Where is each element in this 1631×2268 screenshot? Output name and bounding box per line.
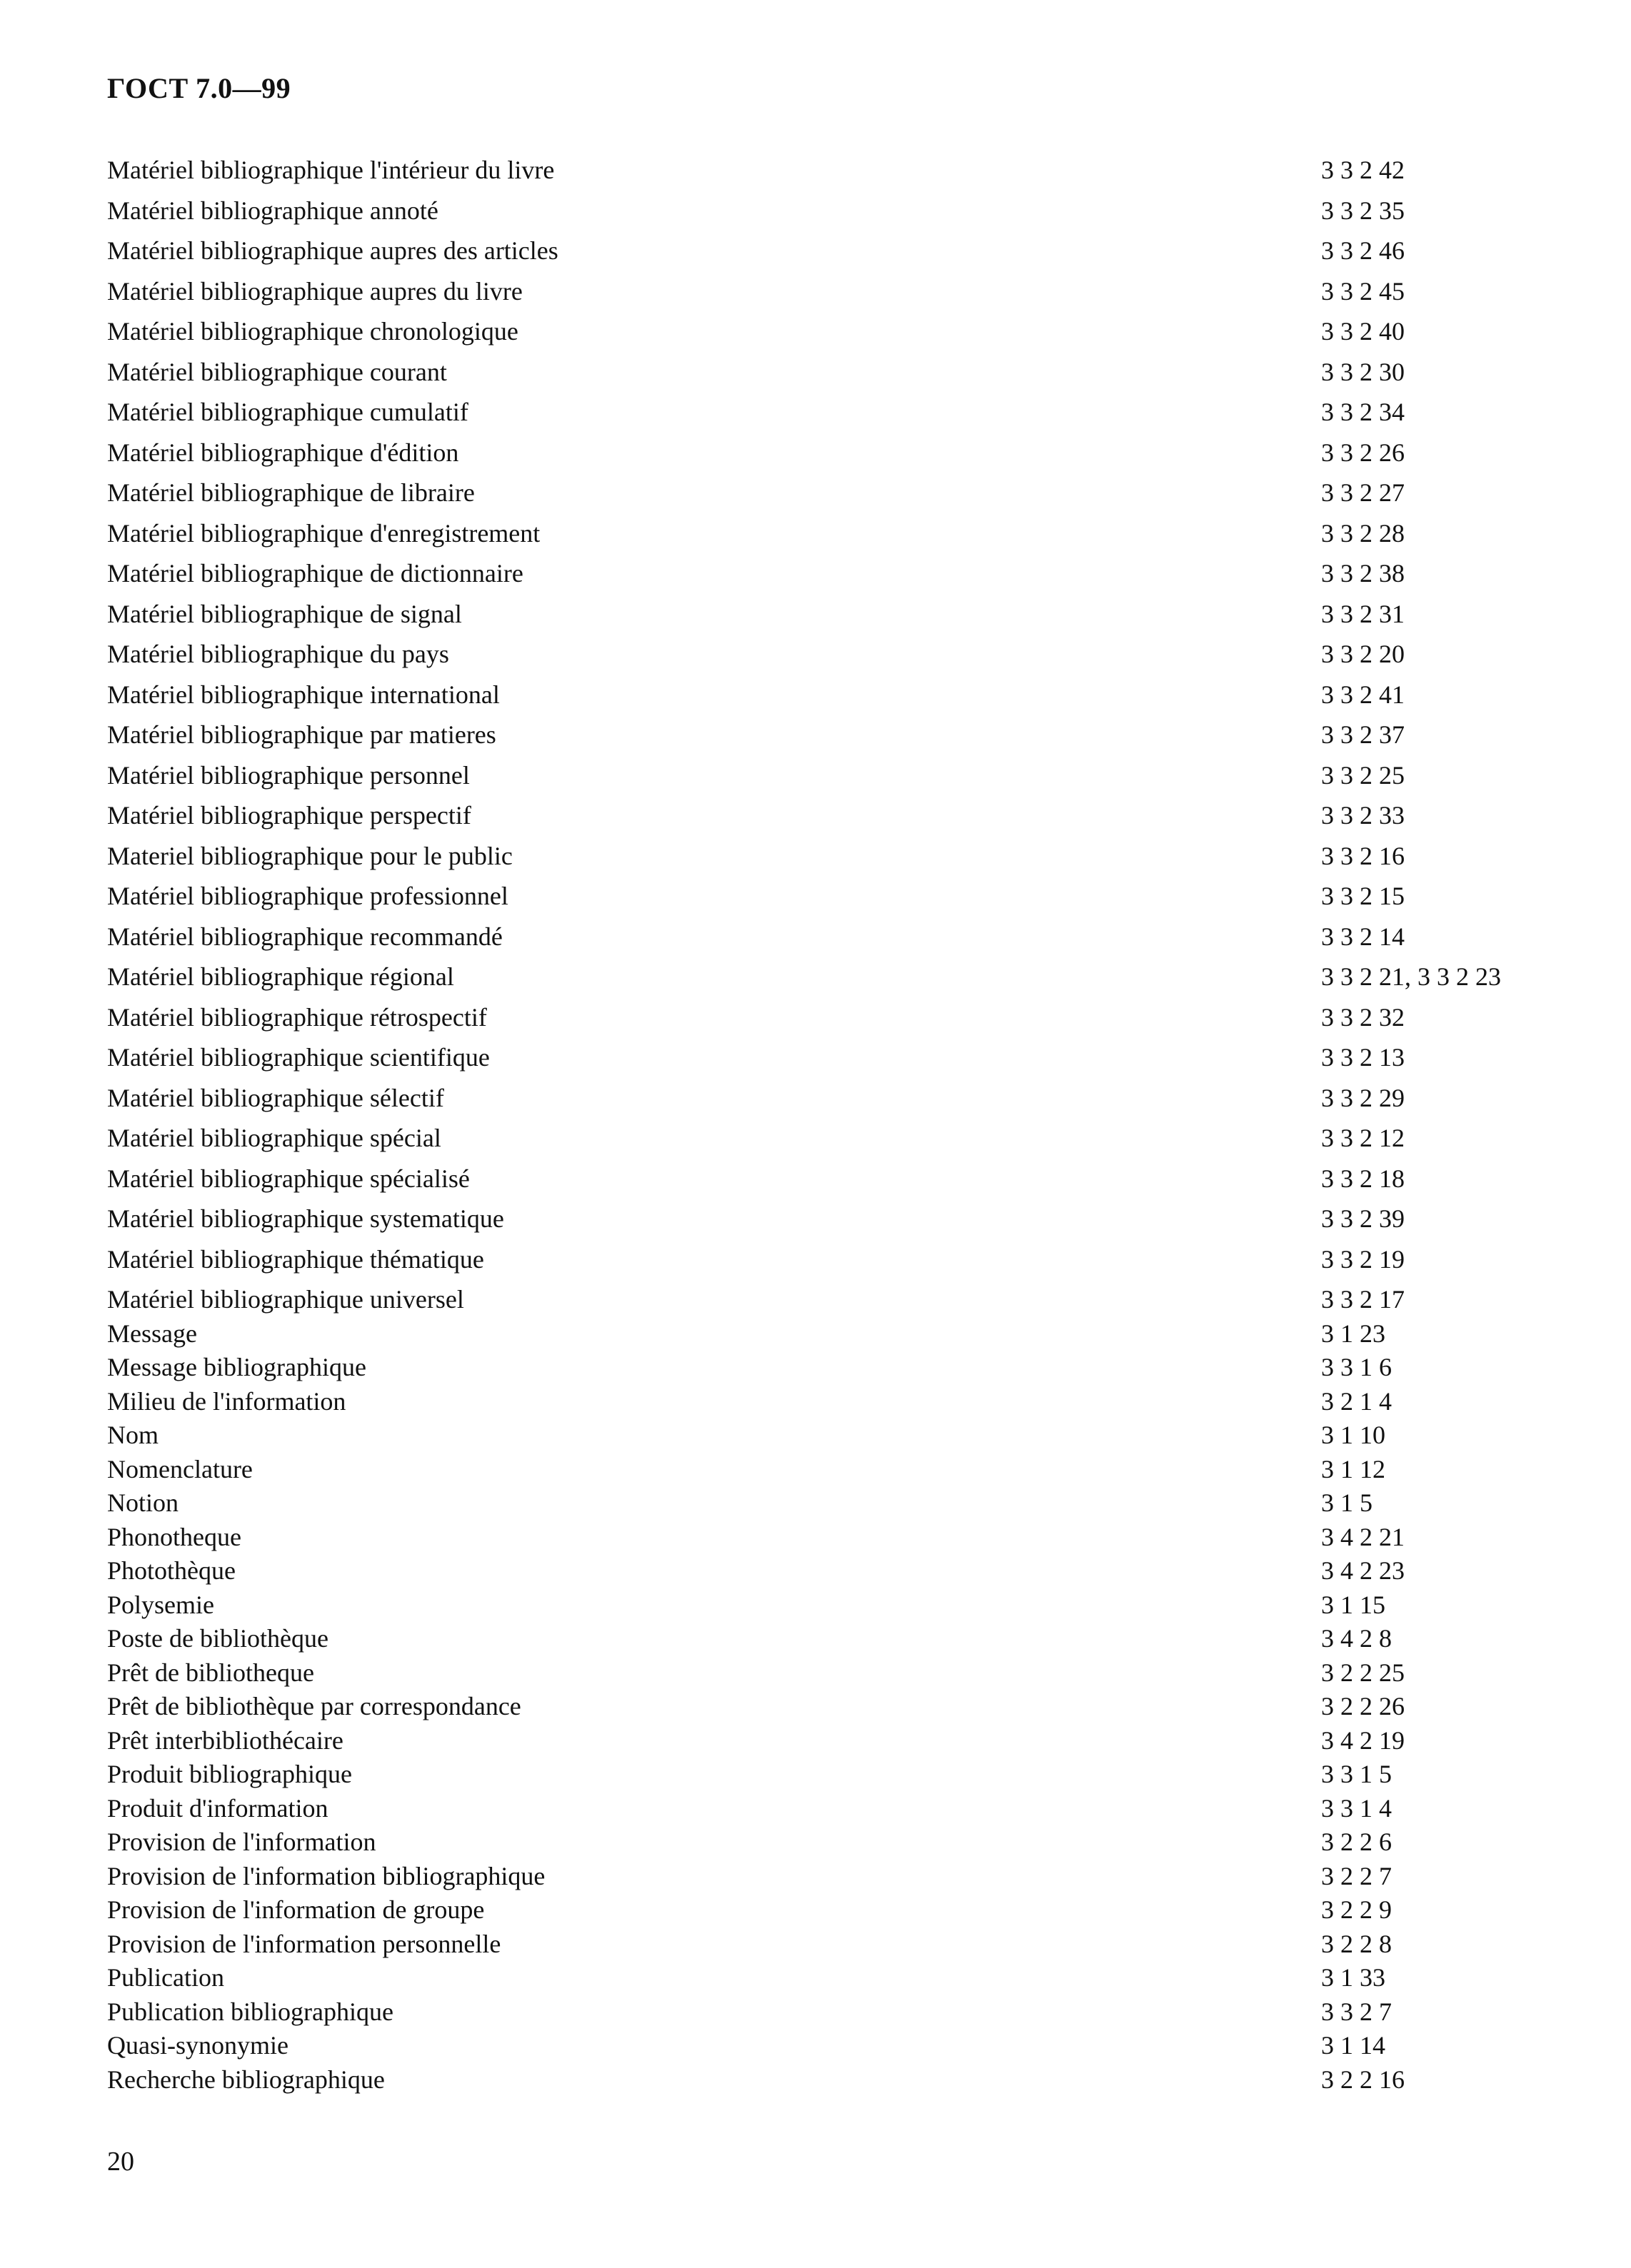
entry-reference: 3 3 2 26 (1321, 438, 1405, 467)
entry-term: Quasi-synonymie (107, 2031, 288, 2060)
entry-term: Matériel bibliographique du pays (107, 640, 449, 668)
entry-term: Prêt interbibliothécaire (107, 1725, 343, 1755)
page-number: 20 (107, 2147, 134, 2177)
entry-reference: 3 3 2 34 (1321, 398, 1405, 426)
entry-term: Nom (107, 1421, 159, 1449)
entry-reference: 3 1 10 (1321, 1421, 1385, 1449)
entry-reference: 3 3 2 21, 3 3 2 23 (1321, 962, 1501, 991)
entry-reference: 3 2 2 9 (1321, 1895, 1392, 1924)
entry-term: Materiel bibliographique pour le public (107, 841, 513, 870)
entry-reference: 3 3 1 5 (1321, 1760, 1392, 1788)
entry-term: Phonotheque (107, 1522, 241, 1551)
entry-term: Publication (107, 1963, 224, 1992)
entry-reference: 3 3 2 39 (1321, 1204, 1405, 1233)
entry-term: Matériel bibliographique d'enregistrement (107, 518, 541, 548)
entry-reference: 3 3 2 25 (1321, 760, 1405, 790)
entry-term: Polysemie (107, 1590, 214, 1619)
entry-term: Matériel bibliographique rétrospectif (107, 1002, 487, 1032)
entry-term: Recherche bibliographique (107, 2065, 385, 2094)
entry-term: Matériel bibliographique régional (107, 962, 454, 991)
entry-reference: 3 3 2 46 (1321, 236, 1405, 265)
entry-reference: 3 1 15 (1321, 1590, 1385, 1619)
entry-term: Message (107, 1319, 197, 1348)
entry-reference: 3 1 14 (1321, 2031, 1385, 2060)
entry-reference: 3 2 2 8 (1321, 1929, 1392, 1958)
entry-reference: 3 3 2 35 (1321, 196, 1405, 225)
entry-reference: 3 2 2 25 (1321, 1658, 1405, 1687)
entry-reference: 3 3 2 12 (1321, 1124, 1405, 1152)
entry-term: Matériel bibliographique de libraire (107, 478, 475, 507)
entry-reference: 3 3 2 30 (1321, 357, 1405, 386)
entry-term: Matériel bibliographique personnel (107, 760, 470, 790)
entry-reference: 3 3 2 37 (1321, 720, 1405, 749)
entry-term: Provision de l'information de groupe (107, 1895, 485, 1924)
entry-reference: 3 2 1 4 (1321, 1386, 1392, 1416)
entry-reference: 3 1 33 (1321, 1963, 1385, 1992)
entry-reference: 3 3 2 27 (1321, 478, 1405, 507)
entry-term: Matériel bibliographique spécial (107, 1124, 441, 1152)
entry-term: Prêt de bibliotheque (107, 1658, 314, 1687)
entry-reference: 3 2 2 7 (1321, 1861, 1392, 1890)
entry-reference: 3 3 1 4 (1321, 1793, 1392, 1823)
entry-reference: 3 2 2 6 (1321, 1828, 1392, 1856)
entry-term: Produit bibliographique (107, 1760, 352, 1788)
entry-reference: 3 3 2 13 (1321, 1043, 1405, 1072)
entry-reference: 3 3 2 31 (1321, 599, 1405, 628)
entry-reference: 3 4 2 19 (1321, 1725, 1405, 1755)
entry-term: Matériel bibliographique scientifique (107, 1043, 490, 1072)
entry-term: Notion (107, 1488, 179, 1517)
entry-reference: 3 3 2 7 (1321, 1997, 1392, 2026)
entry-reference: 3 4 2 8 (1321, 1624, 1392, 1653)
entry-term: Matériel bibliographique recommandé (107, 922, 503, 951)
entry-term: Matériel bibliographique perspectif (107, 801, 471, 830)
entry-term: Matériel bibliographique annoté (107, 196, 438, 225)
entry-reference: 3 3 2 33 (1321, 801, 1405, 830)
entry-reference: 3 3 2 14 (1321, 922, 1405, 951)
entry-term: Matériel bibliographique aupres du livre (107, 276, 523, 306)
entry-term: Matériel bibliographique d'édition (107, 438, 459, 467)
entry-reference: 3 1 12 (1321, 1454, 1385, 1483)
entry-reference: 3 3 1 6 (1321, 1353, 1392, 1381)
entry-term: Matériel bibliographique universel (107, 1285, 464, 1314)
entry-term: Produit d'information (107, 1793, 328, 1823)
entry-term: Poste de bibliothèque (107, 1624, 328, 1653)
entry-reference: 3 3 2 32 (1321, 1002, 1405, 1032)
entry-term: Matériel bibliographique courant (107, 357, 447, 386)
entry-reference: 3 3 2 40 (1321, 317, 1405, 346)
entry-term: Matériel bibliographique de dictionnaire (107, 559, 523, 588)
entry-reference: 3 3 2 15 (1321, 882, 1405, 910)
entry-term: Nomenclature (107, 1454, 253, 1483)
entry-reference: 3 3 2 19 (1321, 1244, 1405, 1274)
entry-reference: 3 3 2 29 (1321, 1083, 1405, 1112)
entry-term: Matériel bibliographique spécialisé (107, 1164, 470, 1193)
entry-term: Matériel bibliographique chronologique (107, 317, 518, 346)
entry-reference: 3 3 2 17 (1321, 1285, 1405, 1314)
entry-reference: 3 1 23 (1321, 1319, 1385, 1348)
entry-term: Provision de l'information (107, 1828, 376, 1856)
entry-term: Provision de l'information personnelle (107, 1929, 501, 1958)
entry-reference: 3 4 2 21 (1321, 1522, 1405, 1551)
entry-reference: 3 2 2 16 (1321, 2065, 1405, 2094)
entry-reference: 3 3 2 28 (1321, 518, 1405, 548)
entry-term: Prêt de bibliothèque par correspondance (107, 1692, 521, 1720)
entry-term: Provision de l'information bibliographique (107, 1861, 546, 1890)
entry-term: Matériel bibliographique cumulatif (107, 398, 468, 426)
entry-term: Matériel bibliographique l'intérieur du livre (107, 156, 555, 184)
entry-term: Matériel bibliographique aupres des articles (107, 236, 558, 265)
entry-reference: 3 4 2 23 (1321, 1556, 1405, 1585)
entry-reference: 3 3 2 16 (1321, 841, 1405, 870)
entry-reference: 3 3 2 18 (1321, 1164, 1405, 1193)
entry-reference: 3 3 2 45 (1321, 276, 1405, 306)
entry-term: Matériel bibliographique thématique (107, 1244, 484, 1274)
entry-reference: 3 3 2 41 (1321, 680, 1405, 709)
entry-term: Matériel bibliographique systematique (107, 1204, 504, 1233)
entry-term: Matériel bibliographique international (107, 680, 500, 709)
entry-term: Publication bibliographique (107, 1997, 393, 2026)
entry-term: Milieu de l'information (107, 1386, 346, 1416)
entry-term: Matériel bibliographique professionnel (107, 882, 508, 910)
entry-term: Matériel bibliographique sélectif (107, 1083, 444, 1112)
entry-term: Matériel bibliographique de signal (107, 599, 462, 628)
entry-reference: 3 2 2 26 (1321, 1692, 1405, 1720)
entry-term: Photothèque (107, 1556, 236, 1585)
page-header: ГОСТ 7.0—99 (107, 72, 291, 104)
entry-reference: 3 3 2 42 (1321, 156, 1405, 184)
entry-term: Matériel bibliographique par matieres (107, 720, 496, 749)
entry-reference: 3 3 2 20 (1321, 640, 1405, 668)
entry-term: Message bibliographique (107, 1353, 366, 1381)
entry-reference: 3 3 2 38 (1321, 559, 1405, 588)
entry-reference: 3 1 5 (1321, 1488, 1372, 1517)
